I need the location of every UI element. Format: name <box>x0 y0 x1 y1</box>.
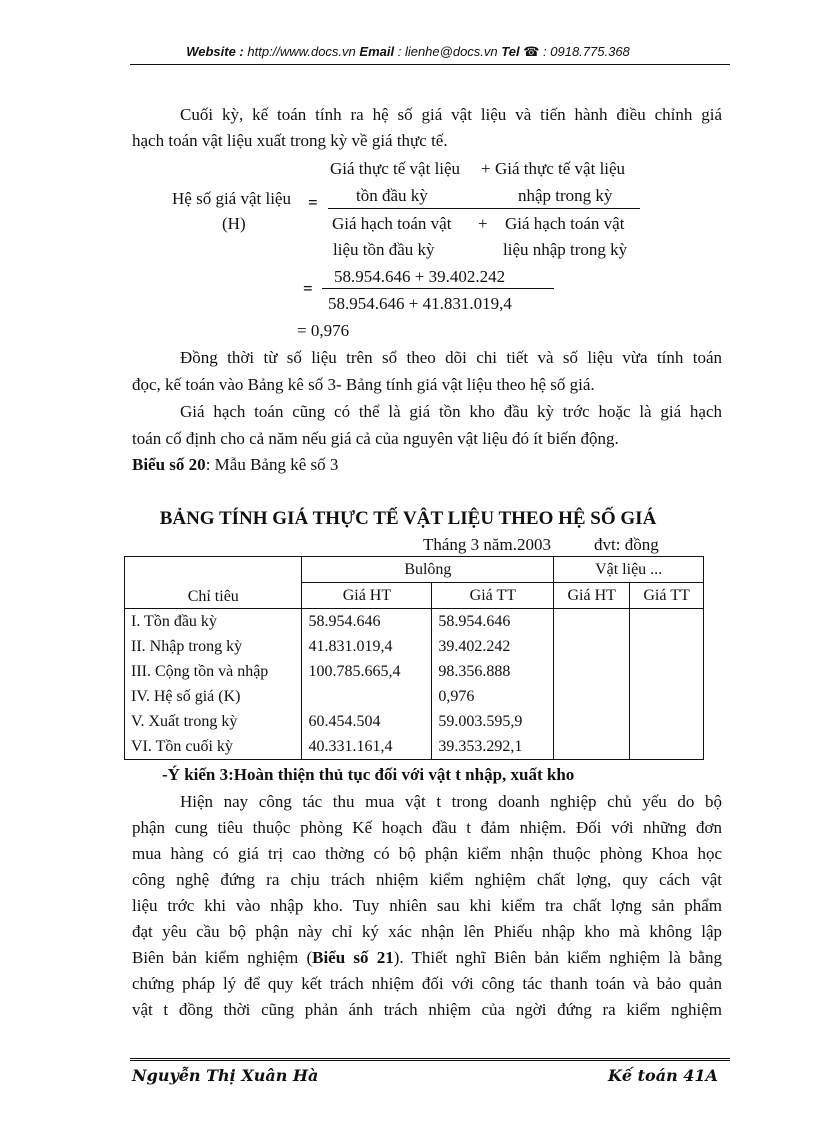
row-gia-ht: 40.331.161,4 <box>302 734 432 760</box>
section3-line1: Hiện nay công tác thu mua vật t trong doanh nghiệp chủ yếu do bộ <box>180 792 722 811</box>
row-label: V. Xuất trong kỳ <box>125 709 302 734</box>
formula-den-b1: Giá hạch toán vật <box>505 214 625 233</box>
para3-line2: toán cố định cho cả năm nếu giá cả của nguyên vật liệu đó ít biến động. <box>132 429 619 448</box>
bieu20-label: Biểu số 20 <box>132 455 206 474</box>
tel-value: : 0918.775.368 <box>543 44 630 59</box>
col-group-vatlieu: Vật liệu ... <box>554 557 704 583</box>
row-label: III. Cộng tồn và nhập <box>125 659 302 684</box>
row-empty <box>630 609 704 635</box>
row-gia-tt: 59.003.595,9 <box>432 709 554 734</box>
section3-line8: chứng pháp lý để quy kết trách nhiệm đối với công tác thanh toán và bảo quản <box>132 974 722 993</box>
row-gia-ht: 58.954.646 <box>302 609 432 635</box>
row-empty <box>630 684 704 709</box>
footer-author: Nguyễn Thị Xuân Hà <box>132 1066 319 1085</box>
formula-lhs-symbol: (H) <box>222 214 246 233</box>
price-table <box>124 556 704 760</box>
row-label: I. Tồn đầu kỳ <box>125 609 302 635</box>
intro-line1: Cuối kỳ, kế toán tính ra hệ số giá vật liệu và tiến hành điều chỉnh giá <box>180 105 722 124</box>
calc-result: = 0,976 <box>297 321 350 340</box>
row-empty <box>630 709 704 734</box>
footer-rule <box>130 1058 730 1061</box>
table-row <box>125 609 704 635</box>
bieu20-text: : Mẫu Bảng kê số 3 <box>205 455 339 474</box>
col-header-gia-tt-2: Giá TT <box>630 583 704 609</box>
section3-line3: mua hàng có giá trị cao thờng có bộ phận kiểm nhận thuộc phòng Khoa học <box>132 844 722 863</box>
row-empty <box>554 709 630 734</box>
formula-equals: = <box>308 193 318 212</box>
row-gia-tt: 98.356.888 <box>432 659 554 684</box>
section3-line4: công nghệ đứng ra chịu trách nhiệm kiểm nghiệm chất lợng, quy cách vật <box>132 870 722 889</box>
formula-lhs: Hệ số giá vật liệu <box>172 189 291 208</box>
row-gia-tt: 39.353.292,1 <box>432 734 554 760</box>
row-label: II. Nhập trong kỳ <box>125 634 302 659</box>
row-label: VI. Tồn cuối kỳ <box>125 734 302 760</box>
formula-plus2: + <box>478 214 488 233</box>
website-label: Website : <box>186 44 244 59</box>
email-label: Email <box>359 44 395 59</box>
formula-plus1: + <box>481 159 491 178</box>
bieu21-ref: Biểu số 21 <box>312 948 394 967</box>
intro-line2: hạch toán vật liệu xuất trong kỳ về giá thực tế. <box>132 131 448 150</box>
line7-post: ). Thiết nghĩ Biên bản kiểm nghiệm là bằng <box>393 948 722 967</box>
col-header-gia-ht-2: Giá HT <box>554 583 630 609</box>
section3-heading: -Ý kiến 3:Hoàn thiện thủ tục đối với vật t nhập, xuất kho <box>162 765 575 784</box>
row-gia-ht: 60.454.504 <box>302 709 432 734</box>
calc-numerator: 58.954.646 + 39.402.242 <box>334 267 506 286</box>
col-header-chitieu: Chỉ tiêu <box>125 557 302 609</box>
table-period: Tháng 3 năm.2003 <box>423 535 551 554</box>
table-unit: đvt: đồng <box>594 535 659 554</box>
row-gia-tt: 0,976 <box>432 684 554 709</box>
row-empty <box>554 659 630 684</box>
table-row <box>125 634 704 659</box>
calc-fraction-line <box>322 288 554 289</box>
row-empty <box>630 659 704 684</box>
section3-line5: liệu trớc khi vào nhập kho. Tuy nhiên sau khi kiểm tra chất lợng sản phẩm <box>132 896 722 915</box>
formula-fraction-line <box>328 208 640 209</box>
row-gia-tt: 39.402.242 <box>432 634 554 659</box>
email-value[interactable]: : lienhe@docs.vn <box>397 44 498 59</box>
table-row <box>125 659 704 684</box>
row-empty <box>630 634 704 659</box>
formula-den-b2: liệu nhập trong kỳ <box>503 240 628 259</box>
formula-den-a2: liệu tồn đầu kỳ <box>333 240 435 259</box>
row-gia-ht: 41.831.019,4 <box>302 634 432 659</box>
section3-line9: vật t đồng thời cũng phản ánh trách nhiệm của ngời đứng ra kiểm nghiệm <box>132 1000 722 1019</box>
para2-line2: đọc, kế toán vào Bảng kê số 3- Bảng tính giá vật liệu theo hệ số giá. <box>132 375 595 394</box>
formula-num-a1: Giá thực tế vật liệu <box>330 159 461 178</box>
page-header <box>0 44 816 60</box>
row-gia-ht <box>302 684 432 709</box>
col-header-gia-tt: Giá TT <box>432 583 554 609</box>
table-title: BẢNG TÍNH GIÁ THỰC TẾ VẬT LIỆU THEO HỆ SỐ GIÁ <box>159 508 657 529</box>
footer-class: Kế toán 41A <box>608 1066 718 1085</box>
header-rule <box>130 64 730 65</box>
website-url[interactable]: http://www.docs.vn <box>247 44 356 59</box>
row-label: IV. Hệ số giá (K) <box>125 684 302 709</box>
section3-line2: phận cung tiêu thuộc phòng Kế hoạch đầu t đảm nhiệm. Đối với những đơn <box>132 818 722 837</box>
section3-line6: đạt yêu cầu bộ phận này chỉ ký xác nhận lên Phiếu nhập kho mà không lập <box>132 922 722 941</box>
tel-label: Tel <box>501 44 520 59</box>
row-empty <box>554 609 630 635</box>
line7-pre: Biên bản kiểm nghiệm ( <box>132 948 313 967</box>
bieu20-caption <box>132 452 338 478</box>
col-header-gia-ht: Giá HT <box>302 583 432 609</box>
section3-line7 <box>132 945 722 971</box>
formula-den-a1: Giá hạch toán vật <box>332 214 452 233</box>
table-row <box>125 684 704 709</box>
col-group-bulong: Bulông <box>302 557 554 583</box>
row-gia-ht: 100.785.665,4 <box>302 659 432 684</box>
para2-line1: Đồng thời từ số liệu trên sổ theo dõi chi tiết và số liệu vừa tính toán <box>180 348 722 367</box>
formula-num-b2: nhập trong kỳ <box>518 186 613 205</box>
para3-line1: Giá hạch toán cũng có thể là giá tồn kho đầu kỳ trớc hoặc là giá hạch <box>180 402 722 421</box>
formula-num-a2: tồn đầu kỳ <box>356 186 428 205</box>
row-empty <box>554 684 630 709</box>
calc-denominator: 58.954.646 + 41.831.019,4 <box>328 294 512 313</box>
formula-num-b1: Giá thực tế vật liệu <box>495 159 626 178</box>
row-gia-tt: 58.954.646 <box>432 609 554 635</box>
calc-equals: = <box>303 279 313 298</box>
row-empty <box>630 734 704 760</box>
phone-icon: ☎ <box>523 44 540 59</box>
row-empty <box>554 634 630 659</box>
table-row <box>125 709 704 734</box>
row-empty <box>554 734 630 760</box>
table-row <box>125 734 704 760</box>
